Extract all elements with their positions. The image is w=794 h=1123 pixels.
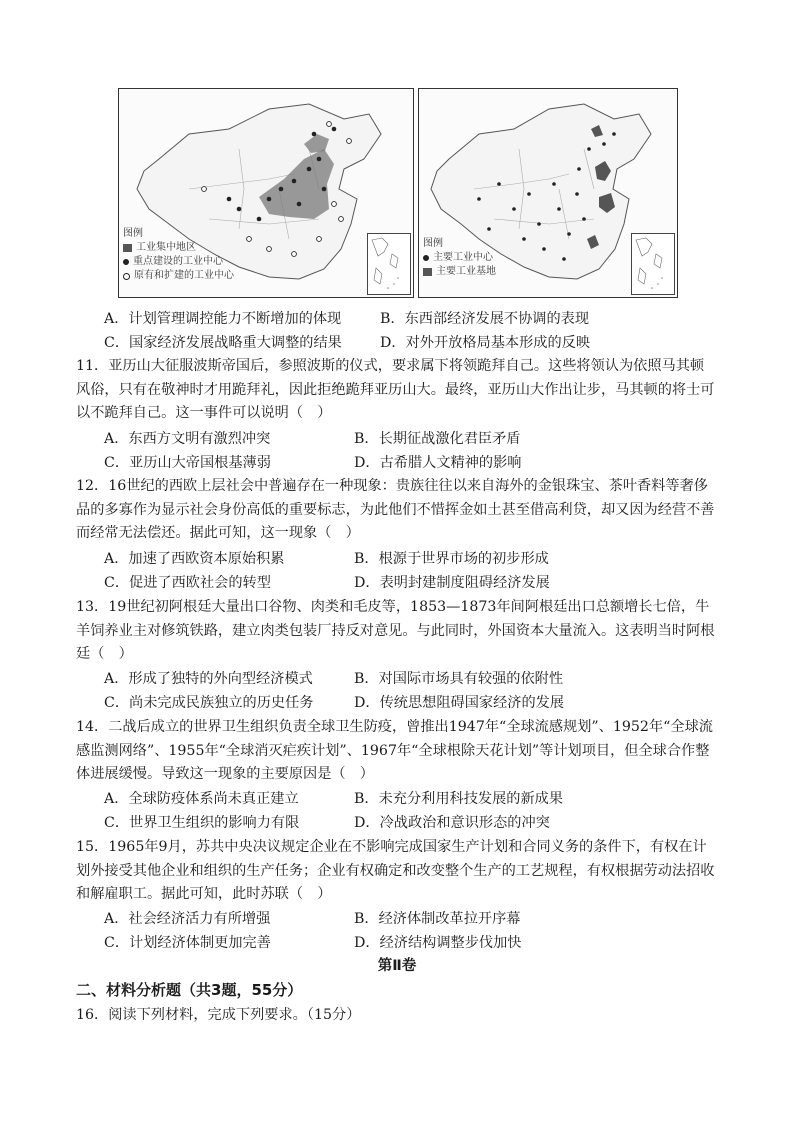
q15-option-b: B．经济体制改革拉开序幕 xyxy=(354,911,521,927)
q12-option-a: A．加速了西欧资本原始积累 xyxy=(104,551,285,567)
q15-option-c: C．计划经济体制更加完善 xyxy=(104,935,271,951)
q13-option-d: D．传统思想阻碍国家经济的发展 xyxy=(354,695,565,711)
q12-option-d: D．表明封建制度阻碍经济发展 xyxy=(354,575,550,591)
key-center-swatch-icon xyxy=(123,259,129,265)
q10-option-b: B．东西部经济发展不协调的表现 xyxy=(380,311,590,327)
legend-title: 图例 xyxy=(123,228,143,239)
q10-option-c: C．国家经济发展战略重大调整的结果 xyxy=(104,335,342,351)
q15-stem: 15．1965年9月，苏共中央决议规定企业在不影响完成国家生产计划和合同义务的条件下，有权在计划外接受其他企业和组织的生产任务；企业有权确定和改变整个生产的工艺规程，有权根据劳动法招收和解雇职工。据此可知，此时苏联（ ） xyxy=(76,839,715,902)
legend-title: 图例 xyxy=(423,238,443,249)
q14-option-c: C．世界卫生组织的影响力有限 xyxy=(104,815,300,831)
map-left xyxy=(118,88,414,298)
map-right-legend xyxy=(423,237,496,279)
map-right xyxy=(418,88,678,298)
legend-item: 主要工业基地 xyxy=(423,265,496,279)
main-center-swatch-icon xyxy=(423,255,429,261)
q13-stem: 13．19世纪初阿根廷大量出口谷物、肉类和毛皮等，1853—1873年间阿根廷出口总额增长七倍，牛羊饲养业主对修筑铁路，建立肉类包装厂持反对意见。与此同时，外国资本大量流入。这表明当时阿根廷（ ） xyxy=(76,599,715,662)
inset-map-svg xyxy=(368,234,410,294)
q14-option-a: A．全球防疫体系尚未真正建立 xyxy=(104,791,299,807)
q11-option-a: A．东西方文明有激烈冲突 xyxy=(104,431,271,447)
q14-option-d: D．冷战政治和意识形态的冲突 xyxy=(354,815,550,831)
q15-option-a: A．社会经济活力有所增强 xyxy=(104,911,271,927)
q11-stem: 11．亚历山大征服波斯帝国后，参照波斯的仪式，要求属下将领跪拜自己。这些将领认为依照马其顿风俗，只有在敬神时才用跪拜礼，因此拒绝跪拜亚历山大。最终，亚历山大作出让步，马其顿的将士可以不跪拜自己。这一事件可以说明（ ） xyxy=(76,358,715,421)
main-base-swatch-icon xyxy=(423,268,432,276)
south-china-sea-inset xyxy=(631,233,675,295)
q13-option-c: C．尚未完成民族独立的历史任务 xyxy=(104,695,314,711)
q14-option-b: B．未充分利用科技发展的新成果 xyxy=(354,791,564,807)
q11-option-c: C．亚历山大帝国根基薄弱 xyxy=(104,455,271,471)
q12-option-b: B．根源于世界市场的初步形成 xyxy=(354,551,549,567)
q13-option-b: B．对国际市场具有较强的依附性 xyxy=(354,671,564,687)
q10-option-a: A．计划管理调控能力不断增加的体现 xyxy=(104,311,342,327)
legend-item: 重点建设的工业中心 xyxy=(123,255,234,269)
q11-option-b: B．长期征战激化君臣矛盾 xyxy=(354,431,521,447)
map-left-legend xyxy=(123,227,234,283)
legend-item: 主要工业中心 xyxy=(423,251,496,265)
q16-stem: 16．阅读下列材料，完成下列要求。（15分） xyxy=(76,1007,361,1023)
q15-option-d: D．经济结构调整步伐加快 xyxy=(354,935,522,951)
q10-option-d: D．对外开放格局基本形成的反映 xyxy=(380,335,591,351)
section-two-heading: 二、材料分析题（共3题，55分） xyxy=(76,981,303,999)
inset-map-svg xyxy=(632,234,674,294)
q14-stem: 14．二战后成立的世界卫生组织负责全球卫生防疫，曾推出1947年“全球流感规划”、1952年“全球流感监测网络”、1955年“全球消灭疟疾计划”、1967年“全球根除天花计划”等计划项目，但全球合作整体进展缓慢。导致这一现象的主要原因是（ ） xyxy=(76,719,713,782)
q11-option-d: D．古希腊人文精神的影响 xyxy=(354,455,522,471)
expanded-center-swatch-icon xyxy=(123,273,130,280)
q12-stem: 12．16世纪的西欧上层社会中普遍存在一种现象：贵族往往以来自海外的金银珠宝、茶叶香料等奢侈品的多寡作为显示社会身份高低的重要标志，为此他们不惜挥金如土甚至借高利贷，却又因为经营不善而经常无法偿还。据此可知，这一现象（ ） xyxy=(76,478,715,541)
legend-item: 工业集中地区 xyxy=(123,241,234,255)
part-two-title: 第Ⅱ卷 xyxy=(377,958,417,974)
industrial-area-swatch-icon xyxy=(123,244,132,252)
legend-item: 原有和扩建的工业中心 xyxy=(123,269,234,283)
q12-option-c: C．促进了西欧社会的转型 xyxy=(104,575,271,591)
south-china-sea-inset xyxy=(367,233,411,295)
q13-option-a: A．形成了独特的外向型经济模式 xyxy=(104,671,313,687)
